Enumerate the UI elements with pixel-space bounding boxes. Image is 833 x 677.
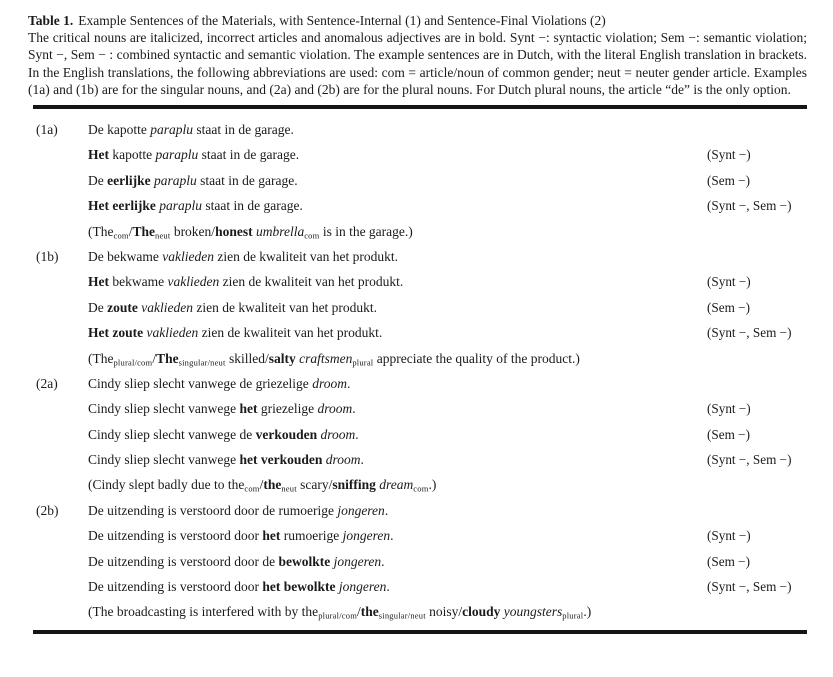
sentence-segment: youngsters: [503, 604, 563, 620]
sentence-text: [88, 396, 707, 421]
sentence-segment: appreciate the quality of the product.): [373, 350, 580, 366]
caption-title: [28, 12, 807, 29]
sentence-segment: cloudy: [462, 604, 501, 620]
sentence-segment: (The: [88, 350, 114, 366]
item-number-label: (1b): [36, 248, 59, 264]
sentence-text: [88, 193, 707, 218]
example-row: [0, 168, 833, 193]
violation-type-label: (Sem −): [707, 426, 750, 442]
example-row: [0, 396, 833, 421]
sentence-segment: zien de kwaliteit van het produkt.: [192, 299, 378, 315]
caption-body: The critical nouns are italicized, incorrect articles and anomalous adjectives are in bold. Synt −: syntactic violation; Sem −: semantic violation; Synt −, Sem − : combined syntactic and semantic violation. The example sentences are in Dutch, with the literal English translation in brackets. In the English translations, the following abbreviations are used: com = article/noun of common gender; neut = neuter gender article. Examples (1a) and (1b) are for the singular nouns, and (2a) and (2b) are for the plural nouns. For Dutch plural nouns, the article “de” is the only option.: [28, 30, 807, 97]
sentence-segment: vaklieden: [162, 248, 214, 264]
sentence-segment: salty: [268, 350, 296, 366]
example-row: [0, 346, 833, 371]
gender-subscript: plural/com: [318, 610, 358, 621]
sentence-segment: /: [357, 604, 361, 620]
example-row: [0, 498, 833, 523]
sentence-segment: staat in de garage.: [201, 198, 303, 214]
sentence-text: [88, 168, 707, 193]
sentence-segment: jongeren: [337, 502, 385, 518]
violation-type-label: (Sem −): [707, 553, 750, 569]
sentence-segment: dream: [379, 477, 414, 493]
example-row: [0, 193, 833, 218]
sentence-segment: het bewolkte: [262, 579, 336, 595]
sentence-segment: (The broadcasting is interfered with by the: [88, 604, 319, 620]
example-sentence-table: [0, 109, 833, 630]
example-row: [0, 142, 833, 167]
sentence-segment: Cindy sliep slecht vanwege de: [88, 426, 256, 442]
gender-subscript: singular/neut: [378, 610, 426, 621]
sentence-segment: .: [352, 401, 356, 417]
sentence-segment: vaklieden: [167, 274, 220, 290]
example-row: [0, 574, 833, 599]
example-row: [0, 320, 833, 345]
sentence-segment: the: [263, 477, 282, 493]
sentence-text: [88, 599, 707, 629]
sentence-segment: .: [386, 579, 390, 595]
sentence-segment: .: [355, 426, 359, 442]
sentence-segment: vaklieden: [146, 325, 199, 341]
sentence-segment: .: [384, 502, 389, 518]
example-row: [0, 599, 833, 624]
sentence-segment: paraplu: [150, 122, 193, 138]
violation-type-label: (Synt −, Sem −): [707, 579, 792, 595]
sentence-segment: .: [381, 553, 385, 569]
gender-subscript: com: [304, 230, 320, 241]
item-number-label: (2a): [36, 375, 58, 391]
example-row: [0, 422, 833, 447]
table-number-label: Table 1.: [28, 13, 74, 28]
sentence-segment: craftsmen: [299, 350, 353, 366]
sentence-segment: griezelige: [257, 401, 318, 417]
sentence-text: [88, 320, 707, 345]
sentence-segment: /: [152, 350, 157, 366]
sentence-segment: verkouden: [255, 426, 318, 442]
sentence-segment: droom: [312, 375, 347, 391]
sentence-segment: Cindy sliep slecht vanwege: [88, 452, 240, 468]
violation-type-label: (Synt −, Sem −): [707, 325, 792, 341]
sentence-segment: honest: [215, 223, 253, 239]
sentence-text: [88, 523, 707, 548]
sentence-segment: jongeren: [338, 579, 387, 595]
example-row: [0, 269, 833, 294]
sentence-segment: De kapotte: [88, 122, 151, 138]
sentence-text: [88, 498, 707, 523]
sentence-segment: De uitzending is verstoord door: [88, 528, 263, 544]
sentence-segment: Het: [88, 274, 109, 290]
example-row: [0, 117, 833, 142]
gender-subscript: plural: [562, 610, 584, 621]
sentence-segment: paraplu: [153, 172, 197, 188]
sentence-segment: skilled/: [225, 350, 269, 366]
example-row: [0, 295, 833, 320]
sentence-segment: staat in de garage.: [196, 172, 298, 188]
sentence-segment: Cindy sliep slecht vanwege de griezelige: [88, 375, 313, 391]
sentence-segment: the: [360, 604, 379, 620]
sentence-segment: sniffing: [332, 477, 376, 493]
sentence-segment: droom: [317, 401, 353, 417]
sentence-text: [88, 422, 707, 447]
sentence-segment: (The: [88, 223, 114, 239]
sentence-segment: kapotte: [109, 147, 156, 163]
sentence-segment: (Cindy slept badly due to the: [88, 477, 245, 493]
example-row: [0, 244, 833, 269]
table-bottom-rule: [33, 630, 807, 634]
caption-title-text: Example Sentences of the Materials, with Sentence-Internal (1) and Sentence-Final Violations (2): [78, 13, 606, 28]
sentence-segment: droom: [325, 452, 361, 468]
gender-subscript: singular/neut: [178, 357, 226, 368]
sentence-segment: /: [259, 477, 264, 493]
sentence-segment: het: [262, 528, 281, 544]
gender-subscript: neut: [281, 483, 297, 494]
sentence-segment: .): [583, 604, 592, 620]
sentence-segment: The: [132, 223, 155, 239]
violation-type-label: (Sem −): [707, 172, 750, 188]
sentence-segment: staat in de garage.: [198, 147, 300, 163]
gender-subscript: com: [113, 230, 129, 241]
violation-type-label: (Synt −, Sem −): [707, 452, 792, 468]
sentence-segment: paraplu: [155, 147, 199, 163]
gender-subscript: plural/com: [113, 357, 153, 368]
sentence-segment: zien de kwaliteit van het produkt.: [213, 248, 399, 264]
sentence-text: [88, 295, 707, 320]
paper-table-page: [0, 12, 833, 677]
sentence-segment: .: [390, 528, 394, 544]
sentence-segment: De bekwame: [88, 248, 163, 264]
sentence-segment: zien de kwaliteit van het produkt.: [219, 274, 404, 290]
item-number-label: (1a): [36, 122, 58, 138]
sentence-segment: zien de kwaliteit van het produkt.: [198, 325, 383, 341]
violation-type-label: (Synt −): [707, 147, 751, 163]
sentence-segment: .: [346, 375, 351, 391]
sentence-segment: umbrella: [255, 223, 305, 239]
sentence-segment: The: [156, 350, 179, 366]
gender-subscript: com: [244, 483, 260, 494]
gender-subscript: neut: [155, 230, 171, 241]
table-caption: [28, 12, 807, 98]
sentence-segment: vaklieden: [141, 299, 193, 315]
sentence-segment: .): [428, 477, 437, 493]
sentence-text: [88, 117, 707, 142]
example-row: [0, 523, 833, 548]
sentence-segment: paraplu: [159, 198, 202, 214]
sentence-segment: droom: [320, 426, 356, 442]
sentence-text: [88, 574, 707, 599]
sentence-text: [88, 447, 707, 472]
sentence-segment: Het zoute: [88, 325, 144, 341]
example-row: [0, 447, 833, 472]
sentence-segment: Het: [88, 147, 109, 163]
sentence-segment: jongeren: [342, 528, 391, 544]
sentence-segment: De uitzending is verstoord door de rumoerige: [88, 502, 338, 518]
sentence-segment: scary/: [296, 477, 333, 493]
sentence-segment: De: [88, 172, 108, 188]
sentence-segment: bewolkte: [278, 553, 331, 569]
sentence-segment: .: [360, 452, 364, 468]
sentence-segment: het: [239, 401, 258, 417]
sentence-text: [88, 549, 707, 574]
violation-type-label: (Synt −): [707, 274, 751, 290]
example-row: [0, 371, 833, 396]
violation-type-label: (Sem −): [707, 299, 750, 315]
example-row: [0, 549, 833, 574]
sentence-segment: Cindy sliep slecht vanwege: [88, 401, 240, 417]
violation-type-label: (Synt −, Sem −): [707, 198, 792, 214]
sentence-segment: De uitzending is verstoord door de: [88, 553, 279, 569]
sentence-segment: eerlijke: [107, 172, 151, 188]
sentence-text: [88, 244, 707, 269]
gender-subscript: com: [413, 483, 429, 494]
sentence-segment: zoute: [107, 299, 138, 315]
sentence-segment: noisy/: [425, 604, 463, 620]
sentence-segment: staat in de garage.: [193, 122, 294, 138]
sentence-segment: bekwame: [109, 274, 168, 290]
violation-type-label: (Synt −): [707, 528, 751, 544]
sentence-segment: De: [88, 299, 108, 315]
violation-type-label: (Synt −): [707, 401, 751, 417]
sentence-segment: rumoerige: [280, 528, 343, 544]
sentence-segment: /: [128, 223, 133, 239]
item-number-label: (2b): [36, 502, 59, 518]
sentence-segment: jongeren: [333, 553, 382, 569]
sentence-segment: het verkouden: [239, 452, 323, 468]
sentence-segment: Het eerlijke: [88, 198, 156, 214]
sentence-segment: broken/: [170, 223, 216, 239]
sentence-segment: is in the garage.): [319, 223, 413, 239]
sentence-text: [88, 142, 707, 167]
gender-subscript: plural: [352, 357, 374, 368]
sentence-text: [88, 371, 707, 396]
sentence-segment: De uitzending is verstoord door: [88, 579, 263, 595]
sentence-text: [88, 269, 707, 294]
example-row: [0, 472, 833, 497]
example-row: [0, 219, 833, 244]
